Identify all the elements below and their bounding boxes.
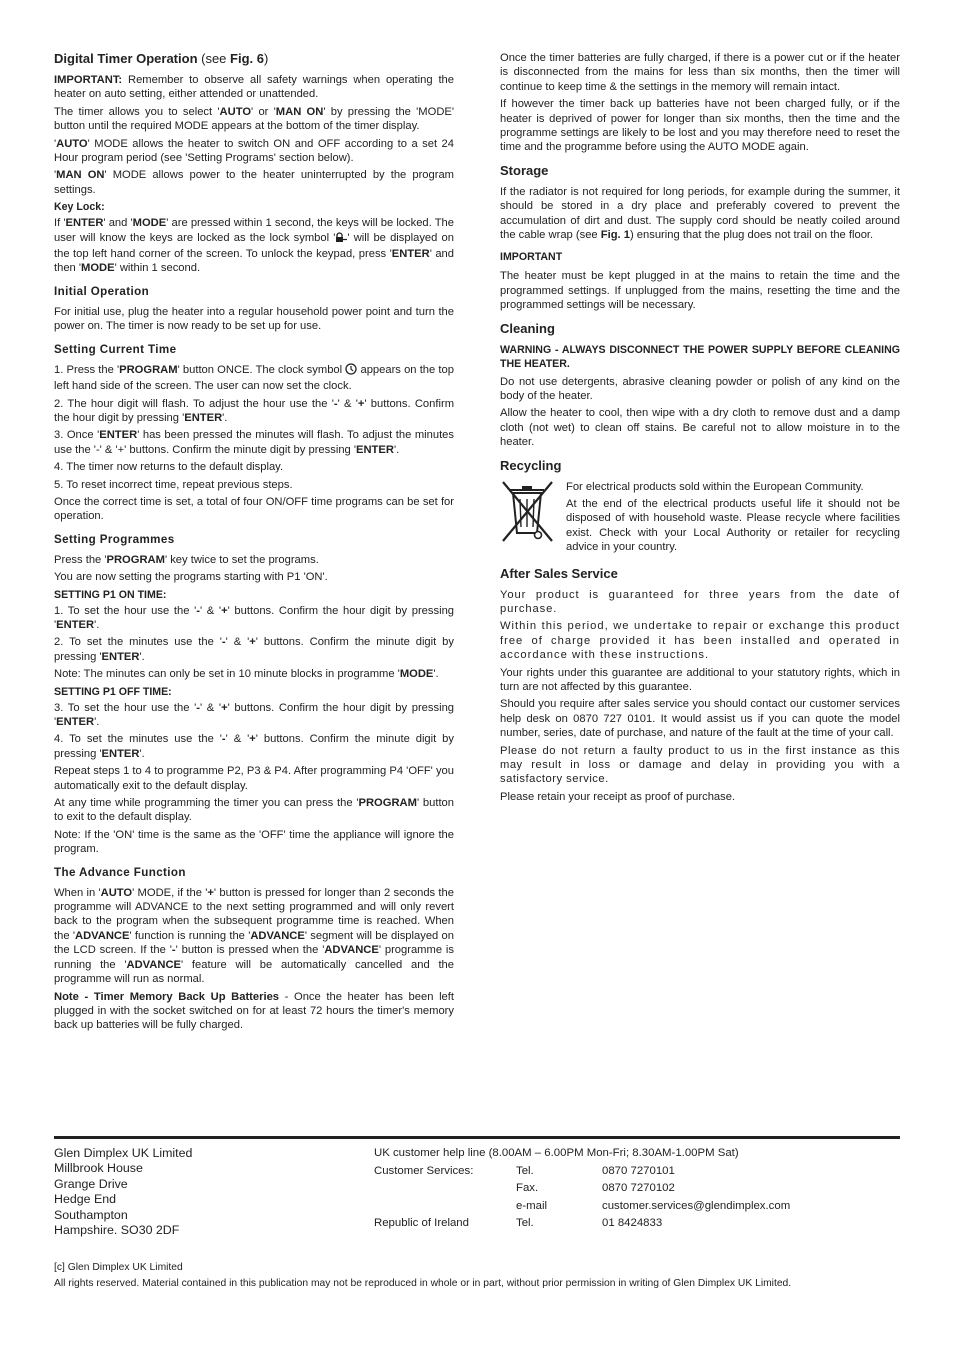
memory-backup-paragraph: Note - Timer Memory Back Up Batteries - Once the heater has been left plugged in with the socket switched on for at least 72 hours the timer's memory back up batteries will be fully charged. [54,990,454,1032]
address-line: Southampton [54,1207,128,1222]
important-paragraph-right: The heater must be kept plugged in at the mains to retain the time and the programmed settings. If unplugged from the mains, resetting the time and the programmed settings will be necessary. [500,270,900,312]
set-time-step-2: 2. The hour digit will flash. To adjust the hour use the '-' & '+' buttons. Confirm the hour digit by pressing 'ENTER'. [54,397,455,424]
initial-operation-paragraph: For initial use, plug the heater into a regular household power point and turn the power on. The timer is now ready to be set up for use. [54,305,454,333]
key-lock-heading: Key Lock: [54,201,105,214]
man-on-mode-paragraph: 'MAN ON' MODE allows power to the heater uninterrupted by the program settings. [54,169,454,196]
p1-on-time-heading: SETTING P1 ON TIME: [54,588,167,601]
repeat-steps-paragraph: Repeat steps 1 to 4 to programme P2, P3 & P4. After programming P4 'OFF' you automatically exit to the default display. [54,765,454,792]
set-time-step-3: 3. Once 'ENTER' has been pressed the minutes will flash. To adjust the minutes use the '-' & '+' buttons. Confirm the minute digit by pressing 'ENTER'. [54,429,454,456]
batteries-not-charged-paragraph: If however the timer back up batteries have not been charged fully, or if the heater is deprived of power for longer than six months, then the time and the programme settings are likely to be lost and you may therefore need to reset the time and the programme before using the AUTO MODE again. [500,98,900,154]
recycling-paragraph-1: For electrical products sold within the European Community. [566,480,864,493]
contact-value: 01 8424833 [602,1217,663,1230]
right-column [500,51,900,807]
exit-programming-paragraph: At any time while programming the timer you can press the 'PROGRAM' button to exit to the default display. [54,797,454,824]
recycling-heading: Recycling [500,457,562,473]
copyright-block [54,1260,791,1292]
left-column [54,51,454,1036]
recycling-paragraph-2: At the end of the electrical products useful life it should not be disposed of with household waste. Please recycle where facilities exist. Check with your Local Authority or retailer for recycling advice in your country. [566,497,900,554]
digital-timer-heading: Digital Timer Operation (see Fig. 6) [54,51,269,66]
p1-off-step-3: 3. To set the hour use the '-' & '+' buttons. Confirm the hour digit by pressing 'ENTER'. [54,701,455,728]
address-line: Hedge End [54,1192,117,1207]
crossed-out-wheelie-bin-icon [500,477,560,543]
storage-heading: Storage [500,162,549,178]
setting-current-time-heading: Setting Current Time [54,342,177,356]
copyright-text: [c] Glen Dimplex UK Limited [54,1262,183,1273]
important-paragraph: IMPORTANT: Remember to observe all safety warnings when operating the heater on auto setting, either attended or unattended. [54,74,454,101]
set-time-step-1: 1. Press the 'PROGRAM' button ONCE. The clock symbol appears on the top left hand side of the screen. The user can now set the clock. [54,363,454,393]
do-not-return-paragraph: Please do not return a faulty product to us in the first instance as this may result in loss or damage and delay in providing you with a satisfactory service. [500,744,900,786]
set-time-step-4: 4. The timer now returns to the default display. [54,461,284,474]
contact-service-paragraph: Should you require after sales service you should contact our customer services help desk on 0870 727 0101. It would assist us if you can quote the model number, series, date of purchase, and nature of the fault at the time of your call. [500,698,900,740]
p1-on-note: Note: The minutes can only be set in 10 minute blocks in programme 'MODE'. [54,668,439,681]
set-time-step-5: 5. To reset incorrect time, repeat previous steps. [54,478,293,491]
contact-value: 0870 7270102 [602,1182,675,1195]
rights-reserved-text: All rights reserved. Material contained in this publication may not be reproduced in whole or in part, without prior permission in writing of Glen Dimplex UK Limited. [54,1278,792,1289]
cleaning-warning: WARNING - ALWAYS DISCONNECT THE POWER SUPPLY BEFORE CLEANING THE HEATER. [500,343,900,371]
key-lock-paragraph: If 'ENTER' and 'MODE' are pressed within 1 second, the keys will be locked. The user will know the keys are locked as the lock symbol ' ' will be displayed on the top left hand corner of the screen. To unlock the keypad, press 'ENTER' and then 'MODE' within 1 second. [54,217,454,275]
contact-label: Customer Services: [374,1164,474,1177]
timer-allows-paragraph: The timer allows you to select 'AUTO' or 'MAN ON' by pressing the 'MODE' button until the required MODE appears at the bottom of the timer display. [54,105,455,133]
repair-exchange-paragraph: Within this period, we undertake to repair or exchange this product free of charge provided it has been installed and operated in accordance with these instructions. [500,620,900,662]
advance-function-paragraph: When in 'AUTO' MODE, if the '+' button is pressed for longer than 2 seconds the programme will ADVANCE to the next setting programmed and will only revert back to the program when the subsequent programme time is reached. When the 'ADVANCE' function is running the 'ADVANCE' segment will be displayed on the LCD screen. If the '-' button is pressed when the 'ADVANCE' programme is running the 'ADVANCE' feature will be automatically cancelled and the programme will run as normal. [54,886,455,986]
contact-value: 0870 7270101 [602,1164,675,1177]
retain-receipt-paragraph: Please retain your receipt as proof of purchase. [500,790,736,803]
p1-on-step-1: 1. To set the hour use the '-' & '+' buttons. Confirm the hour digit by pressing 'ENTER'. [54,604,455,631]
cleaning-heading: Cleaning [500,320,555,336]
after-sales-heading: After Sales Service [500,565,618,581]
setting-programmes-heading: Setting Programmes [54,532,175,546]
recycling-text [566,480,900,558]
set-time-summary: Once the correct time is set, a total of four ON/OFF time programs can be set for operation. [54,495,454,523]
batteries-charged-paragraph: Once the timer batteries are fully charged, if there is a power cut or if the heater is disconnected from the mains for less than six months, then the timer will continue to keep time & the settings in the memory will remain intact. [500,52,900,93]
advance-function-heading: The Advance Function [54,865,186,879]
address-line: Grange Drive [54,1176,128,1191]
address-line: Glen Dimplex UK Limited [54,1146,193,1160]
cleaning-paragraph-2: Allow the heater to cool, then wipe with a dry cloth to remove dust and a damp cloth (not wet) to clean off stains. Be careful not to allow moisture in to the heater. [500,407,900,449]
statutory-rights-paragraph: Your rights under this guarantee are additional to your statutory rights, which in turn are not affected by this guarantee. [500,666,900,693]
auto-mode-paragraph: 'AUTO' MODE allows the heater to switch ON and OFF according to a set 24 Hour program period (see 'Setting Programs' section below). [54,137,454,165]
contact-label: Republic of Ireland [374,1217,469,1230]
cleaning-paragraph-1: Do not use detergents, abrasive cleaning powder or polish of any kind on the body of the heater. [500,375,900,402]
setting-programmes-1: Press the 'PROGRAM' key twice to set the programs. [54,553,319,566]
footer-divider [54,1136,900,1139]
lock-icon [335,232,347,247]
company-address [54,1146,192,1238]
guarantee-paragraph: Your product is guaranteed for three years from the date of purchase. [500,588,900,615]
setting-programmes-2: You are now setting the programs starting with P1 'ON'. [54,571,328,584]
important-heading: IMPORTANT [500,251,563,264]
on-off-note: Note: If the 'ON' time is the same as the 'OFF' time the appliance will ignore the program. [54,828,454,856]
helpline-text: UK customer help line (8.00AM – 6.00PM Mon-Fri; 8.30AM-1.00PM Sat) [374,1147,739,1159]
contact-email: customer.services@glendimplex.com [602,1199,791,1212]
address-line: Millbrook House [54,1161,143,1176]
contact-type: Fax. [516,1182,539,1195]
p1-off-time-heading: SETTING P1 OFF TIME: [54,685,172,698]
p1-off-step-4: 4. To set the minutes use the '-' & '+' buttons. Confirm the minute digit by pressing 'ENTER'. [54,733,455,760]
clock-icon [345,363,357,379]
initial-operation-heading: Initial Operation [54,284,150,298]
storage-paragraph: If the radiator is not required for long periods, for example during the summer, it should be stored in a dry place and preferably covered to prevent the accumulation of dirt and dust. The supply cord should be neatly coiled around the cable wrap (see Fig. 1) ensuring that the plug does not trail on the floor. [500,185,900,242]
contact-type: Tel. [516,1217,534,1230]
p1-on-step-2: 2. To set the minutes use the '-' & '+' buttons. Confirm the minute digit by pressing 'ENTER'. [54,636,455,663]
contact-type: Tel. [516,1164,534,1177]
recycling-block [500,480,900,558]
contact-type: e-mail [516,1199,548,1212]
address-line: Hampshire. SO30 2DF [54,1223,180,1238]
